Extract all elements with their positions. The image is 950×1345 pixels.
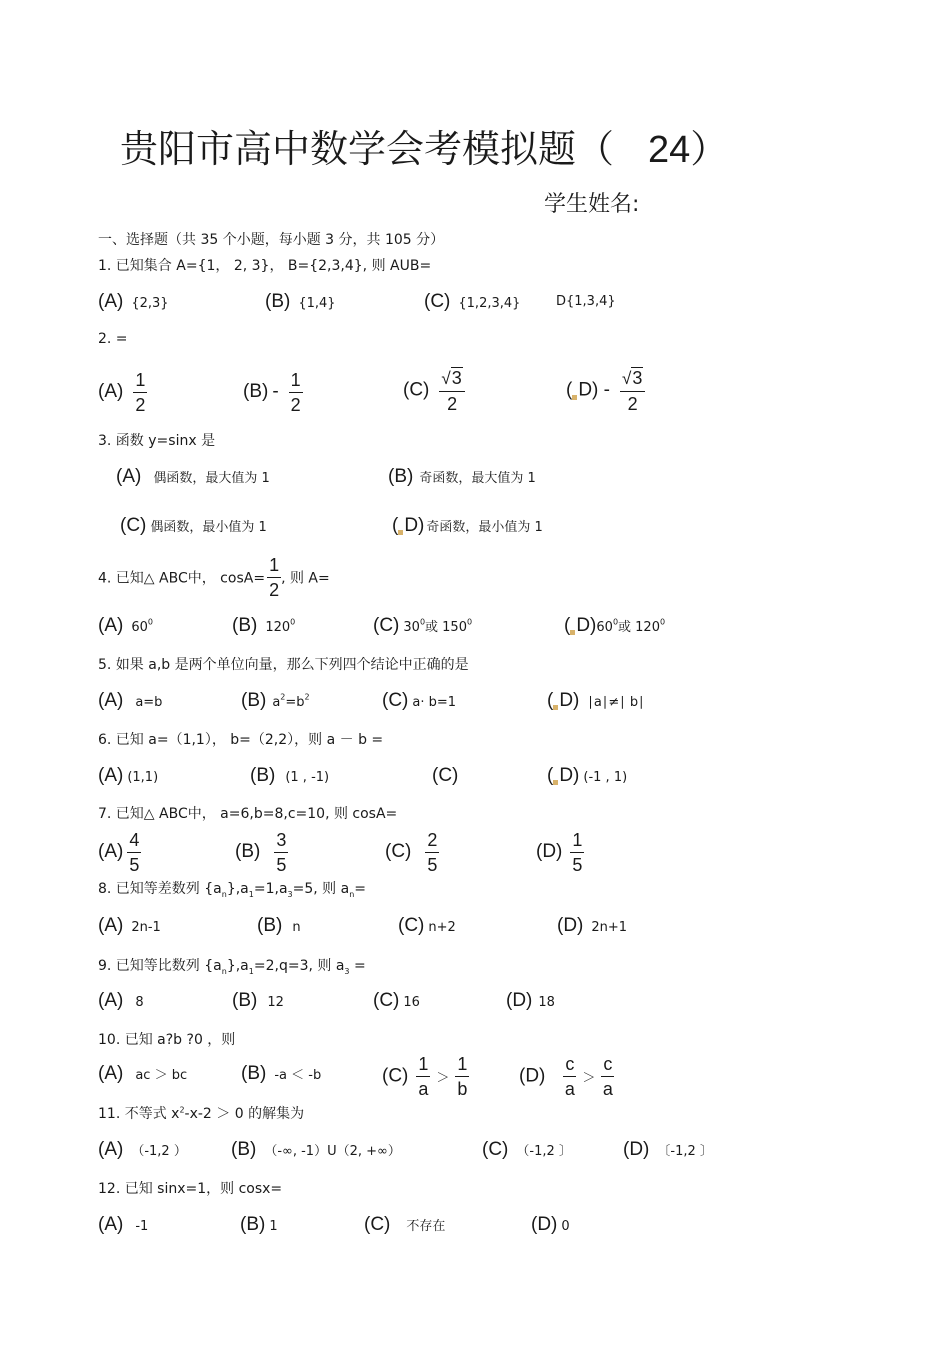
question-4-stem: 4. 已知△ ABC中， cosA= $\frac{1}{2}$ , 则 A= [98, 555, 330, 600]
question-11-stem: 11. 不等式 $x^2-x-2 > 0$ 的解集为 [98, 1105, 305, 1122]
q9-option-c[interactable]: (C) 16 [373, 990, 420, 1011]
q10-option-d[interactable]: (D) $\frac{c}{a}$ ＞ $\frac{c}{a}$ [519, 1054, 613, 1099]
q6-option-c[interactable]: (C) [432, 765, 459, 786]
q8-option-a[interactable]: (A) 2n-1 [98, 915, 161, 936]
q4-option-c[interactable]: (C) $30^0$或 $150^0$ [373, 615, 473, 636]
q4-option-d[interactable]: ( $D)60^0$或 $120^0$ [564, 615, 666, 636]
q5-option-d[interactable]: ( D) ∣a∣≠∣ b∣ [547, 690, 645, 711]
question-3-stem: 3. 函数 y=sinx 是 [98, 433, 216, 449]
q5-option-b[interactable]: (B) $a^2=b^2$ [241, 690, 310, 711]
q4-option-a[interactable]: (A) $60^0$ [98, 615, 153, 636]
question-8-stem: 8. 已知等差数列 $\{a_n\},a_1=1,a_3=5$, 则 $a_n=$ [98, 881, 367, 899]
question-9-stem: 9. 已知等比数列 $\{a_n\},a_1=2,q=3$, 则 $a_3$ = [98, 958, 366, 976]
q2-option-b[interactable]: (B) - $\frac{1}{2}$ [243, 370, 301, 415]
q6-option-b[interactable]: (B) (1 , -1) [250, 765, 330, 786]
sqrt-icon: √ [621, 369, 632, 388]
question-1-stem: 1. 已知集合 A={1， 2, 3}， B={2,3,4}, 则 AUB= [98, 258, 432, 274]
student-name-label: 学生姓名: [544, 192, 640, 217]
q12-option-a[interactable]: (A) -1 [98, 1214, 149, 1235]
q1-option-a[interactable]: (A) {2,3} [98, 291, 169, 312]
question-7-stem: 7. 已知△ ABC中， a=6,b=8,c=10, 则 cosA= [98, 806, 398, 822]
q11-option-c[interactable]: (C) （-1,2 〕 [482, 1139, 572, 1160]
marker-dot-icon [572, 395, 577, 400]
q10-option-b[interactable]: (B) -a ＜ -b [241, 1063, 322, 1084]
question-2-stem: 2. = [98, 331, 128, 347]
question-5-stem: 5. 如果 a,b 是两个单位向量，那么下列四个结论中正确的是 [98, 657, 469, 673]
page-title: 贵阳市高中数学会考模拟题（ 24） [120, 127, 729, 171]
q9-option-d[interactable]: (D) 18 [506, 990, 555, 1011]
q7-option-a[interactable]: (A) $\frac{4}{5}$ [98, 830, 140, 875]
marker-dot-icon [553, 780, 558, 785]
q7-option-c[interactable]: (C) $\frac{2}{5}$ [385, 830, 438, 875]
q11-option-d[interactable]: (D) 〔-1,2 〕 [623, 1139, 713, 1160]
q6-option-d[interactable]: ( D) (-1 , 1) [547, 765, 628, 786]
question-10-stem: 10. 已知 a?b ?0 ，则 [98, 1032, 236, 1048]
q2-option-c[interactable]: (C) $\frac{√3}{2}$ [403, 366, 465, 416]
q2-option-d[interactable]: ( D) - $\frac{√3}{2}$ [566, 366, 645, 416]
q1-option-c[interactable]: (C) {1,2,3,4} [424, 291, 521, 312]
marker-dot-icon [398, 530, 403, 535]
q11-option-b[interactable]: (B) （-∞, -1）U（2, +∞） [231, 1139, 401, 1160]
q1-option-b[interactable]: (B) {1,4} [265, 291, 336, 312]
q8-option-c[interactable]: (C) n+2 [398, 915, 456, 936]
q8-option-d[interactable]: (D) 2n+1 [557, 915, 628, 936]
q10-option-a[interactable]: (A) ac ＞ bc [98, 1063, 188, 1084]
question-12-stem: 12. 已知 sinx=1，则 cosx= [98, 1181, 283, 1197]
q4-option-b[interactable]: (B) $120^0$ [232, 615, 296, 636]
q3-option-c[interactable]: (C) 偶函数，最小值为 1 [120, 515, 267, 536]
sqrt-icon: √ [441, 369, 451, 388]
marker-dot-icon [553, 705, 558, 710]
q3-option-d[interactable]: ( D) 奇函数，最小值为 1 [392, 515, 543, 536]
q6-option-a[interactable]: (A) (1,1) [98, 765, 159, 786]
q12-option-d[interactable]: (D) 0 [531, 1214, 570, 1235]
q7-option-b[interactable]: (B) $\frac{3}{5}$ [235, 830, 287, 875]
q1-option-d[interactable]: D{1,3,4} [556, 294, 616, 309]
q3-option-a[interactable]: (A) 偶函数，最大值为 1 [116, 466, 270, 487]
q12-option-c[interactable]: (C) 不存在 [364, 1214, 446, 1235]
marker-dot-icon [570, 630, 575, 635]
section-heading: 一、选择题（共 35 个小题，每小题 3 分，共 105 分） [98, 232, 445, 248]
q9-option-b[interactable]: (B) 12 [232, 990, 284, 1011]
q2-option-a[interactable]: (A) $\frac{1}{2}$ [98, 370, 146, 415]
q5-option-c[interactable]: (C) a· b=1 [382, 690, 457, 711]
q10-option-c[interactable]: (C) $\frac{1}{a}$ ＞ $\frac{1}{b}$ [382, 1054, 468, 1099]
q7-option-d[interactable]: (D) $\frac{1}{5}$ [536, 830, 583, 875]
q8-option-b[interactable]: (B) n [257, 915, 301, 936]
q11-option-a[interactable]: (A) （-1,2 ） [98, 1139, 187, 1160]
question-6-stem: 6. 已知 a=（1,1）， b=（2,2），则 a － b = [98, 732, 384, 748]
q5-option-a[interactable]: (A) a=b [98, 690, 163, 711]
q9-option-a[interactable]: (A) 8 [98, 990, 144, 1011]
q12-option-b[interactable]: (B) 1 [240, 1214, 278, 1235]
q3-option-b[interactable]: (B) 奇函数，最大值为 1 [388, 466, 536, 487]
